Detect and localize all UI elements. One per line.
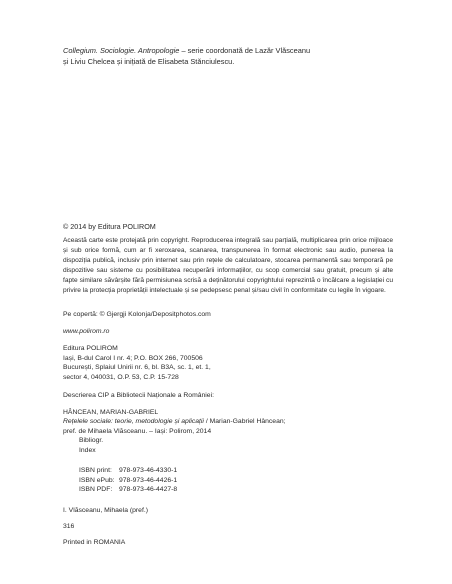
publisher-block xyxy=(63,344,211,382)
publisher-address-3: sector 4, 040031, O.P. 53, C.P. 15-728 xyxy=(63,373,179,381)
isbn-label: ISBN print: xyxy=(79,467,112,474)
publisher-website: www.polirom.ro xyxy=(63,328,110,335)
printed-in: Printed in ROMANIA xyxy=(63,539,126,546)
publisher-name: Editura POLIROM xyxy=(63,345,118,352)
isbn-epub xyxy=(79,476,177,486)
cip-heading: Descrierea CIP a Bibliotecii Naționale a României: xyxy=(63,392,214,399)
book-title: Rețelele sociale: teorie, metodologie și aplicații xyxy=(63,418,204,425)
book-author-note: / Marian-Gabriel Hâncean; xyxy=(203,418,286,425)
series-note xyxy=(63,45,310,67)
classification-number: 316 xyxy=(63,523,75,530)
isbn-value: 978-973-46-4426-1 xyxy=(119,476,178,484)
publisher-address-2: București, Splaiul Unirii nr. 6, bl. B3A, sc. 1, et. 1, xyxy=(63,364,211,372)
copyright-line: © 2014 by Editura POLIROM xyxy=(63,222,156,231)
isbn-block xyxy=(79,466,177,495)
publisher-address-1: Iași, B-dul Carol I nr. 4; P.O. BOX 266, 700506 xyxy=(63,354,203,362)
series-line-2: și Liviu Chelcea și inițiată de Elisabeta Stănciulescu. xyxy=(63,57,235,66)
series-coordinator: – serie coordonată de Lazăr Vlăsceanu xyxy=(179,46,311,55)
bibliography-note: Bibliogr. xyxy=(79,437,104,445)
secondary-reference: I. Vlăsceanu, Mihaela (pref.) xyxy=(63,507,149,514)
cover-credit: Pe copertă: © Gjergji Kolonja/Depositphotos.com xyxy=(63,311,211,318)
series-title: Collegium. Sociologie. Antropologie xyxy=(63,46,180,55)
isbn-pdf xyxy=(79,485,177,495)
rights-paragraph: Această carte este protejată prin copyright. Reproducerea integrală sau parțială, multiplicarea prin orice mijloace și sub orice formă, cum ar fi xeroxarea, scanarea, transpunerea în format electronic sau audio, punerea la dispoziția publică, inclusiv prin internet sau prin rețele de calculatoare, stocarea permanentă sau temporară pe dispozitive sau sisteme cu posibilitatea recuperării informațiilor, cu scop comercial sau gratuit, precum și alte fapte similare săvârșite fără permisiunea scrisă a deținătorului copyrightului reprezintă o încălcare a legislației cu privire la protecția proprietății intelectuale și se pedepsesc penal și/sau civil în conformitate cu legile în vigoare. xyxy=(63,237,393,294)
isbn-value: 978-973-46-4427-8 xyxy=(119,486,178,494)
book-preface-imprint: pref. de Mihaela Vlăsceanu. – Iași: Polirom, 2014 xyxy=(63,427,212,435)
index-note: Index xyxy=(79,446,96,454)
cip-description xyxy=(63,417,286,455)
isbn-label: ISBN PDF: xyxy=(79,486,113,494)
isbn-value: 978-973-46-4330-1 xyxy=(119,467,178,474)
cip-author: HÂNCEAN, MARIAN-GABRIEL xyxy=(63,409,159,416)
isbn-print xyxy=(79,466,177,476)
isbn-label: ISBN ePub: xyxy=(79,476,115,484)
